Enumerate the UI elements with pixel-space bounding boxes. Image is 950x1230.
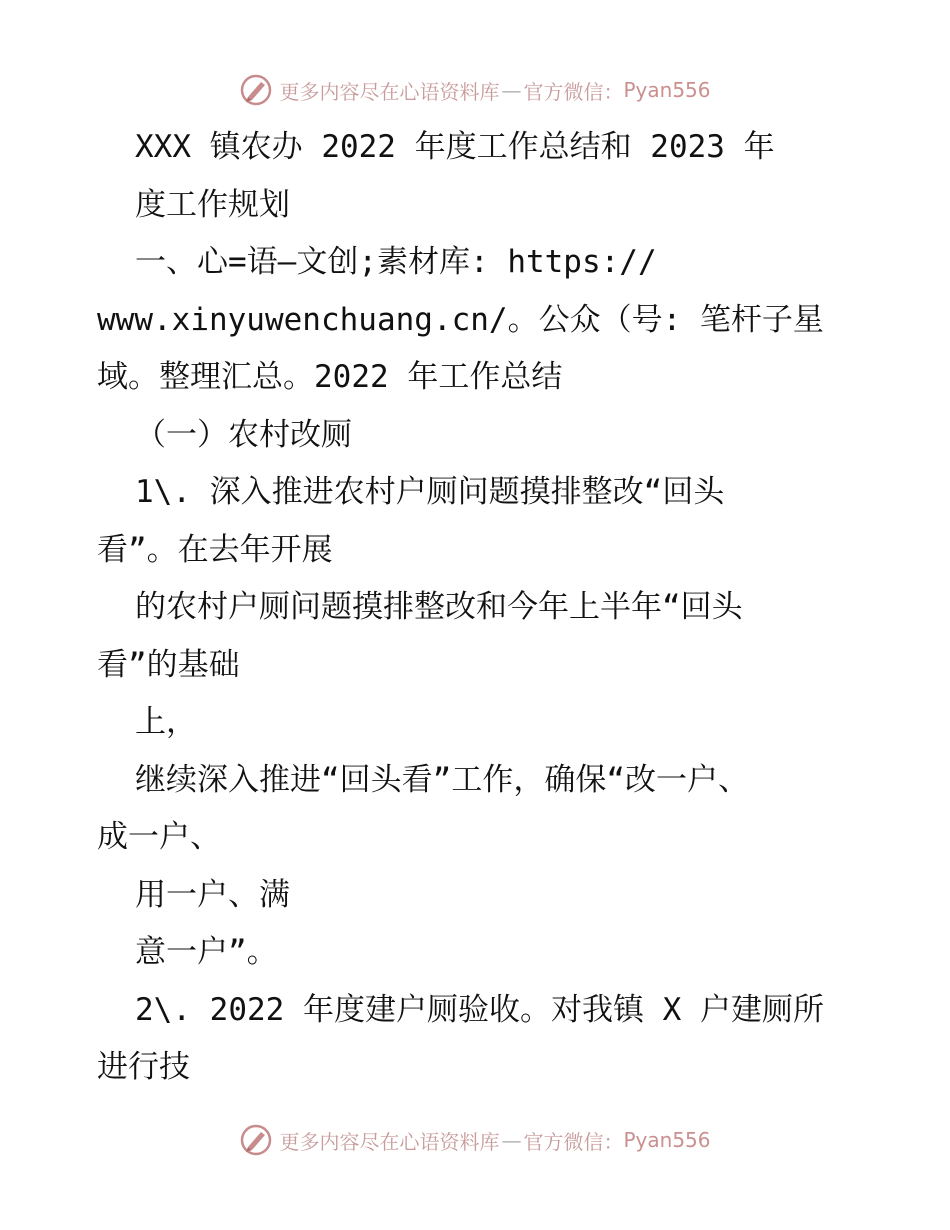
paragraph-line: 1\. 深入推进农村户厕问题摸排整改“回头 — [135, 474, 725, 510]
banner-handle: Pyan556 — [623, 78, 711, 102]
title-line-1: XXX 镇农办 2022 年度工作总结和 2023 年 — [135, 129, 775, 165]
banner-wechat-label: 官方微信： — [523, 1129, 624, 1154]
banner-text: 更多内容尽在心语资料库 — [279, 79, 500, 104]
paragraph-line: 域。整理汇总。2022 年工作总结 — [97, 359, 563, 395]
header-watermark-banner — [0, 70, 950, 110]
paragraph-line: 看”的基础 — [97, 646, 240, 683]
pen-logo-icon — [239, 73, 273, 107]
subsection-heading: （一）农村改厕 — [135, 416, 352, 453]
paragraph-line: 继续深入推进“回头看”工作，确保“改一户、 — [135, 761, 749, 798]
paragraph-line: 用一户、满 — [135, 876, 290, 913]
banner-wechat-label: 官方微信： — [523, 79, 624, 104]
paragraph-line: 看”。在去年开展 — [97, 531, 333, 568]
pen-logo-icon — [239, 1123, 273, 1157]
paragraph-line: 2\. 2022 年度建户厕验收。对我镇 X 户建厕所 — [135, 991, 824, 1028]
banner-separator: — — [501, 78, 522, 102]
document-body — [97, 119, 917, 1097]
banner-separator: — — [501, 1128, 522, 1152]
title-line-2: 度工作规划 — [135, 186, 290, 223]
paragraph-line: 上， — [135, 704, 197, 740]
paragraph-line: 的农村户厕问题摸排整改和今年上半年“回头 — [135, 589, 743, 625]
banner-handle: Pyan556 — [623, 1128, 711, 1152]
footer-watermark-banner — [0, 1120, 950, 1160]
paragraph-line: www.xinyuwenchuang.cn/。公众（号: 笔杆子星 — [97, 301, 824, 338]
paragraph-line: 意一户”。 — [135, 934, 278, 970]
paragraph-line: 进行技 — [97, 1049, 190, 1085]
banner-text: 更多内容尽在心语资料库 — [279, 1129, 500, 1154]
paragraph-line: 成一户、 — [97, 819, 221, 855]
section-heading-line: 一、心=语—文创;素材库: https:// — [135, 244, 657, 280]
